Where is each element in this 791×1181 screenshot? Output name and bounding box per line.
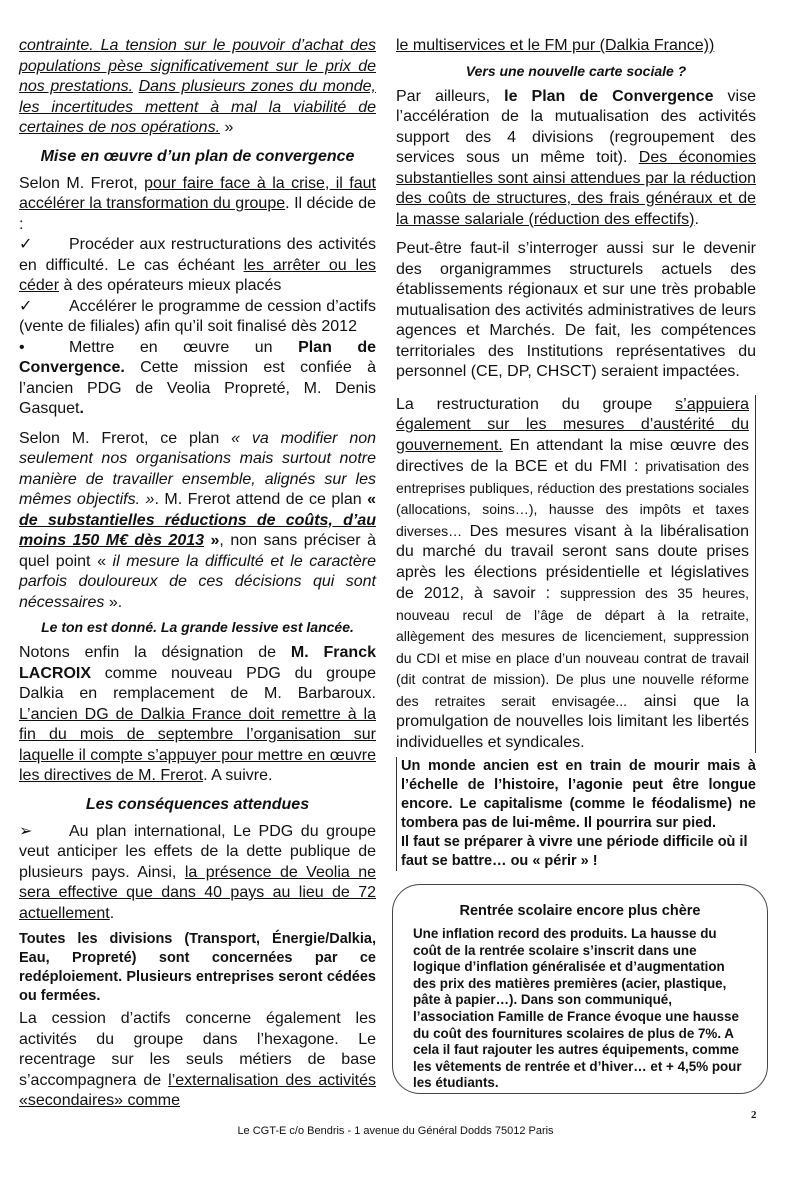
heading-ton-donne: Le ton est donné. La grande lessive est lancée. [41,619,354,635]
list-item-text [19,339,376,418]
text-run: Selon M. Frerot, [19,174,145,192]
text-run: Plan de Convergence. [19,338,376,376]
callout-text: Un monde ancien est en train de mourir mais à l’échelle de l’histoire, l’agonie peut être longue encore. Le capitalisme (comme le féodalisme) ne tombera pas de lui-même. Il pourrira sur pied. [401,758,756,831]
text-run: contrainte. La tension sur le pouvoir d’achat des populations pèse significativement sur le prix de nos prestations. [19,37,376,95]
text-run: . M. Frerot attend de ce plan [154,491,368,508]
text-run: le multiservices et le FM pur (Dalkia France)) [396,37,715,54]
text-run: » [220,119,234,136]
text-run: comme nouveau PDG du groupe Dalkia en remplacement de M. Barbaroux. [19,664,376,702]
paragraph-selon-frerot [19,174,376,236]
paragraph-par-ailleurs [396,87,756,231]
list-item-text [19,823,376,922]
text-run: Des mesures visant à la libéralisation du marché du travail seront sans doute prises après les élections présidentielle et législatives de 2012, à savoir : [396,522,749,602]
paragraph-multiservices [396,36,756,57]
paragraph-divisions: Toutes les divisions (Transport, Énergie/Dalkia, Eau, Propreté) sont concernées par ce redéploiement. Plusieurs entreprises seront cédées ou fermées. [19,931,376,1004]
page-number: 2 [751,1109,757,1121]
text-run: Des économies substantielles sont ainsi attendues par la réduction des coûts de structures, des frais généraux et de la masse salariale (réduction des effectifs) [396,149,756,228]
rentree-scolaire-box [392,884,768,1094]
list-item-text [19,236,376,294]
list-item-cession [19,297,376,338]
text-run: il mesure la difficulté et le caractère parfois douloureux de ces décisions qui sont nécessaires [19,552,376,611]
box-text: Une inflation record des produits. La hausse du coût de la rentrée scolaire s’inscrit dans une logique d’inflation généralisée et d’augmentation des prix des matières premières (acier, plastique, pâte à papier…). Dans son communiqué, l’association Famille de France évoque une hausse du coût des fournitures scolaires de plus de 7%. A cela il faut rajouter les autres équipements, comme les vêtements de rentrée et d’hiver… et + 4,5% pour les étudiants. [413,926,742,1091]
list-item-text: Accélérer le programme de cession d’actifs (vente de filiales) afin qu’il soit finalisé dès 2012 [19,297,376,335]
text-run: ». [104,593,123,611]
text-run: l’externalisation des activités «secondaires» comme [19,1071,376,1109]
text-run: « [367,491,377,508]
text-run: suppression des 35 heures, nouveau recul de l’âge de départ à la retraite, allègement des mesures de licenciement, suppression du CDI et mise en place d’un nouveau contrat de travail (dit contrat de mission). De plus une nouvelle réforme des retraites serait envisagée... [396,585,749,709]
text-run: » [204,532,220,549]
text-run: Selon M. Frerot, ce plan [19,429,232,447]
list-item-plan [19,338,376,420]
left-column [19,36,376,1112]
footer-address: Le CGT-E c/o Bendris - 1 avenue du Général Dodds 75012 Paris [237,1125,554,1137]
text-run: Cette mission est confiée à l’ancien PDG de Veolia Propreté, M. Denis Gasquet [19,359,376,417]
text-run: le Plan de Convergence [504,87,714,105]
text-run: L’ancien DG de Dalkia France doit remettre à la fin du mois de septembre l’organisation sur laquelle il compte s’appuyer pour mettre en œuvre les directives de M. Frerot [19,705,376,784]
text-run: Mettre en œuvre un [69,338,299,356]
text-run: . [79,400,84,417]
checkmark-icon: ✓ [19,236,33,253]
text-run: Procéder aux restructurations des activités en difficulté. Le cas échéant [19,236,376,274]
checkmark-icon: ✓ [19,297,33,315]
text-run: Au plan international, Le PDG du groupe veut anticiper les effets de la dette publique de plusieurs pays. Ainsi, [19,822,376,881]
heading-carte-sociale: Vers une nouvelle carte sociale ? [465,62,687,79]
text-run: Notons enfin la désignation de [19,644,291,661]
text-run: . A suivre. [203,767,273,784]
text-run: de substantielles réductions de coûts, d’au moins 150 M€ dès 2013 [19,511,376,549]
text-run: à des opérateurs mieux placés [59,277,282,294]
text-run: M. Franck LACROIX [19,644,376,682]
callout-monde-ancien [396,757,756,871]
text-run: vise l’accélération de la mutualisation des activités support des 4 divisions (regroupement des services sous un même toit). [396,87,756,166]
bullet-icon: • [19,338,25,356]
paragraph-lacroix [19,643,376,787]
text-run: La cession d’actifs concerne également les activités du groupe dans l’hexagone. Le recentrage sur les seuls métiers de base s’accompagnera de [19,1010,376,1089]
text-run: . Il décide de : [19,195,376,233]
paragraph-cession-hexagone [19,1009,376,1112]
text-run: La restructuration du groupe [396,395,676,413]
text-run: pour faire face à la crise, il faut accélérer la transformation du groupe [19,174,376,212]
text-run: les arrêter ou les céder [19,256,376,294]
right-column [396,36,756,871]
text-run: . [109,904,115,922]
heading-consequences: Les conséquences attendues [85,795,310,813]
text-run: Dans plusieurs zones du monde, les incertitudes mettent à mal la viabilité de certaines de nos opérations. [19,78,376,136]
list-item-restructurations [19,235,376,297]
paragraph-contrainte [19,36,376,139]
text-run: la présence de Veolia ne sera effective que dans 40 pays au lieu de 72 actuellement [19,863,376,922]
paragraph-organigrammes: Peut-être faut-il s’interroger aussi sur le devenir des organigrammes structurels actuels des établissements régionaux et sur une très probable mutualisation des activités administratives de leurs agences et Marchés. De fait, les compétences territoriales des Institutions représentatives du personnel (CE, DP, CHSCT) seraient impactées. [396,240,756,380]
arrow-bullet-icon: ➢ [19,822,33,840]
text-run: , non sans préciser à quel point « [19,532,376,570]
text-run: ainsi que la promulgation de nouvelles lois limitant les libertés individuelles et syndicales. [396,692,750,751]
box-title: Rentrée scolaire encore plus chère [459,903,701,919]
list-item-international [19,822,376,925]
text-run: En attendant la mise œuvre des directives de la BCE et du FMI : [396,436,749,475]
heading-plan-convergence: Mise en œuvre d’un plan de convergence [40,147,355,165]
text-run: Par ailleurs, [396,87,505,105]
callout-text: Il faut se préparer à vivre une période difficile où il faut se battre… ou « périr » ! [401,834,748,869]
paragraph-austerite [396,395,756,754]
paragraph-ce-plan [19,429,376,614]
text-run: . [694,210,699,228]
text-run: privatisation des entreprises publiques, réduction des prestations sociales (allocations, soins…), hausse des impôts et taxes diverses… [396,458,749,539]
text-run: s’appuiera également sur les mesures d’austérité du gouvernement. [396,395,749,454]
text-run: « va modifier non seulement nos organisations mais surtout notre manière de travailler ensemble, alignés sur les mêmes objectifs. » [19,429,377,508]
